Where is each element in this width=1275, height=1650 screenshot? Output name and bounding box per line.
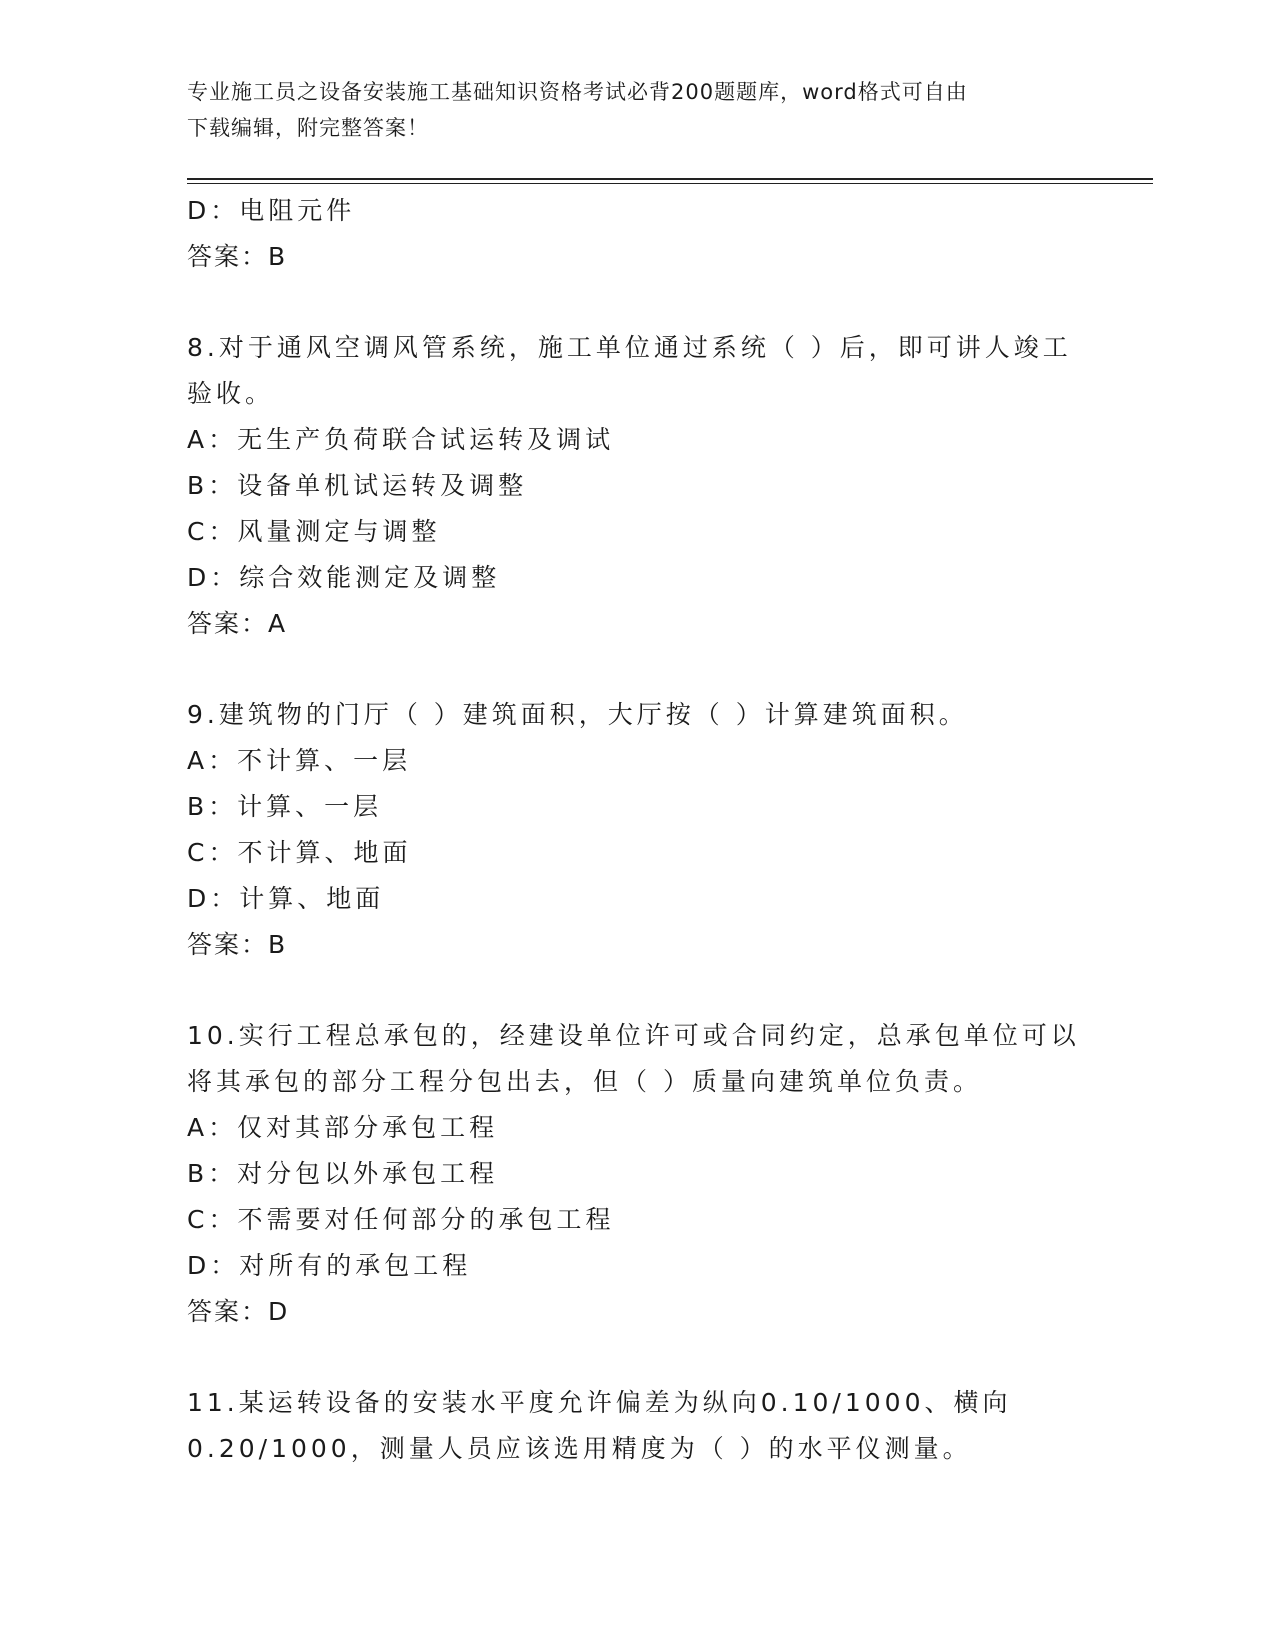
spacer — [187, 1335, 1087, 1380]
question-stem: 9.建筑物的门厅（ ）建筑面积，大厅按（ ）计算建筑面积。 — [187, 700, 968, 729]
option-d: D：计算、地面 — [187, 884, 385, 913]
question-stem-continued: 0.20/1000，测量人员应该选用精度为（ ）的水平仪测量。 — [187, 1434, 972, 1463]
answer: 答案：A — [187, 609, 288, 638]
header-divider-thick — [187, 178, 1153, 180]
option-d: D：电阻元件 — [187, 196, 356, 225]
header-line-2: 下载编辑，附完整答案！ — [187, 116, 429, 140]
question-8 — [187, 325, 1087, 647]
option-d: D：对所有的承包工程 — [187, 1251, 472, 1280]
option-c: C：不需要对任何部分的承包工程 — [187, 1205, 615, 1234]
spacer — [187, 647, 1087, 692]
answer: 答案：B — [187, 242, 288, 271]
option-a: A：无生产负荷联合试运转及调试 — [187, 425, 615, 454]
question-stem-continued: 将其承包的部分工程分包出去，但（ ）质量向建筑单位负责。 — [187, 1067, 982, 1096]
option-d: D：综合效能测定及调整 — [187, 563, 501, 592]
question-content — [187, 188, 1087, 1472]
header-divider-thin — [187, 183, 1153, 184]
question-stem-continued: 验收。 — [187, 379, 275, 408]
option-a: A：仅对其部分承包工程 — [187, 1113, 499, 1142]
question-stem: 10.实行工程总承包的，经建设单位许可或合同约定，总承包单位可以 — [187, 1021, 1080, 1050]
question-11 — [187, 1380, 1087, 1472]
question-stem: 8.对于通风空调风管系统，施工单位通过系统（ ）后，即可讲人竣工 — [187, 333, 1072, 362]
option-b: B：对分包以外承包工程 — [187, 1159, 499, 1188]
answer: 答案：B — [187, 930, 288, 959]
option-c: C：风量测定与调整 — [187, 517, 441, 546]
question-10 — [187, 1013, 1087, 1335]
answer: 答案：D — [187, 1297, 290, 1326]
question-9 — [187, 692, 1087, 968]
spacer — [187, 968, 1087, 1013]
spacer — [187, 280, 1087, 325]
document-header — [187, 74, 1087, 146]
header-line-1: 专业施工员之设备安装施工基础知识资格考试必背200题题库，word格式可自由 — [187, 80, 968, 104]
question-stem: 11.某运转设备的安装水平度允许偏差为纵向0.10/1000、横向 — [187, 1388, 1012, 1417]
option-b: B：计算、一层 — [187, 792, 383, 821]
option-a: A：不计算、一层 — [187, 746, 412, 775]
option-b: B：设备单机试运转及调整 — [187, 471, 528, 500]
option-c: C：不计算、地面 — [187, 838, 412, 867]
